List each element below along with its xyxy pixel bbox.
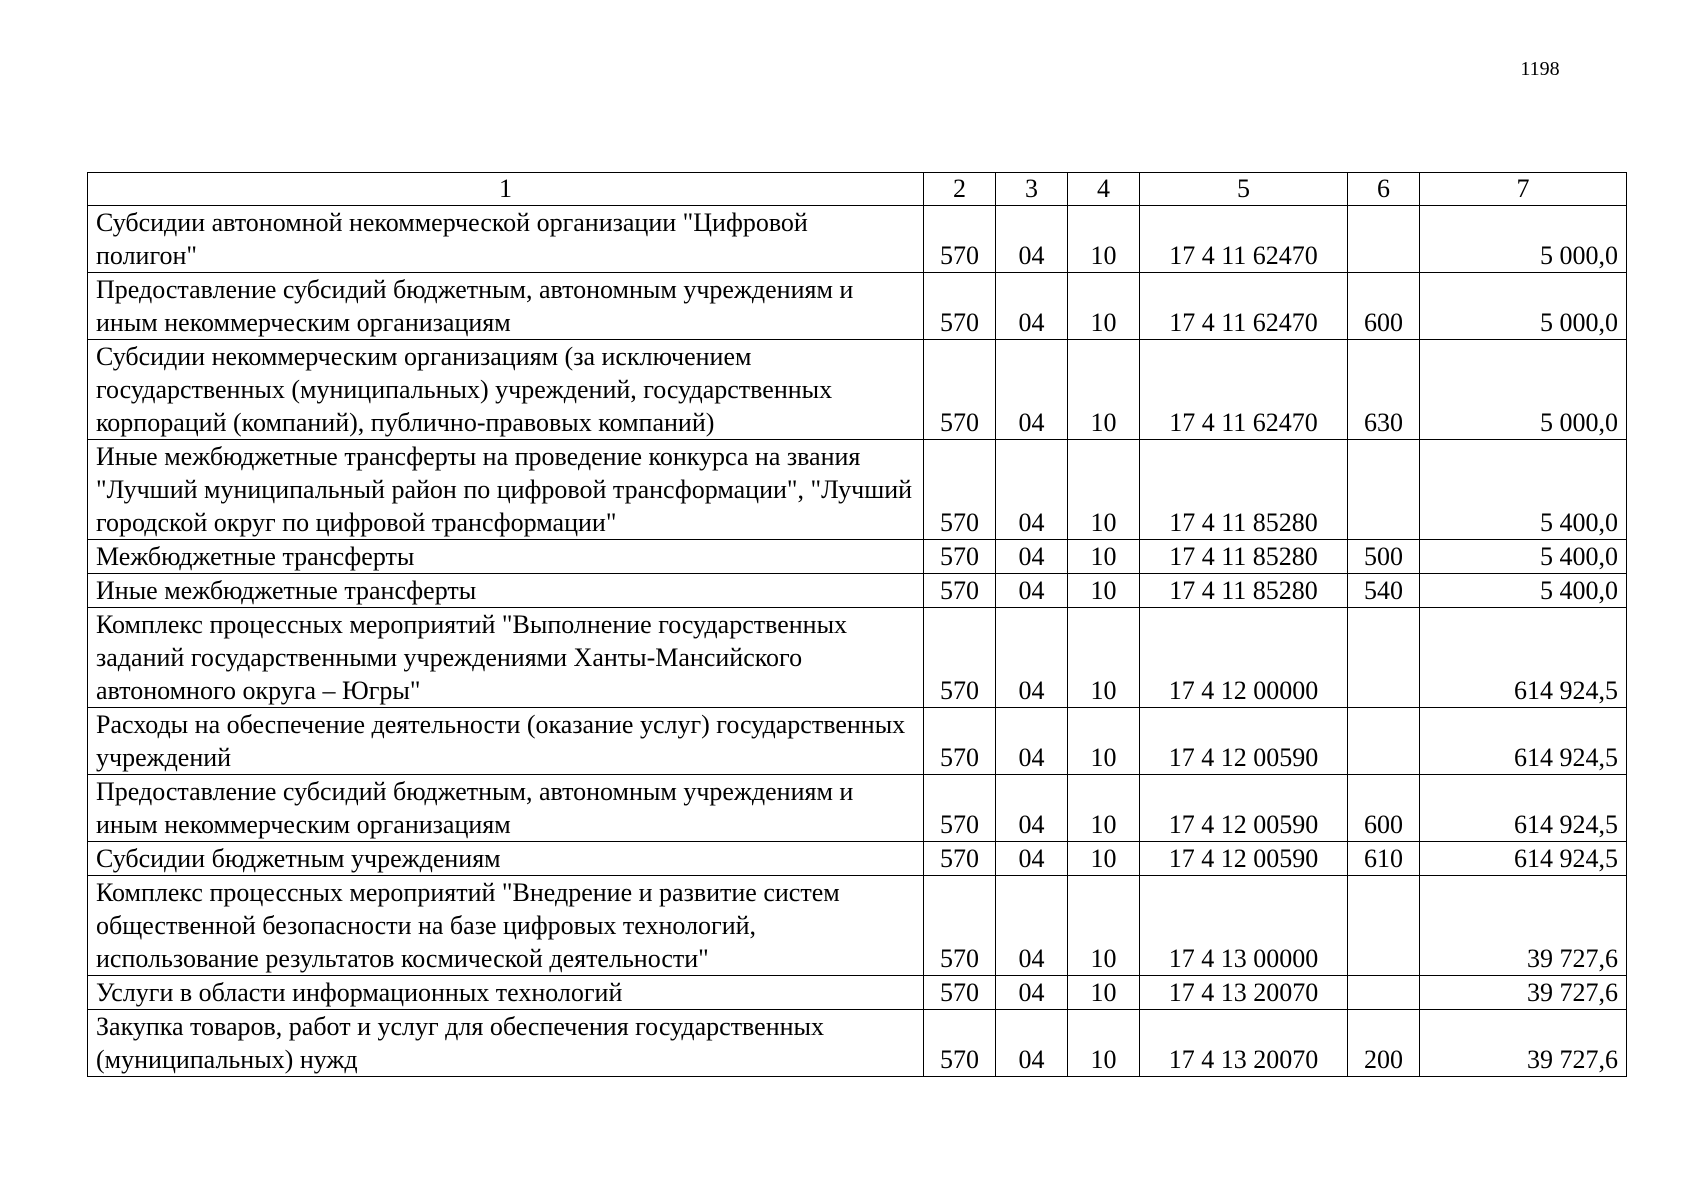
table-row bbox=[88, 775, 1627, 842]
expense-name: Иные межбюджетные трансферты на проведение конкурса на звания "Лучший муниципальный район по цифровой трансформации", "Лучший городской округ по цифровой трансформации" bbox=[88, 440, 924, 540]
vr-code bbox=[1348, 206, 1420, 273]
csr-code: 17 4 11 85280 bbox=[1140, 440, 1348, 540]
gr-code: 570 bbox=[924, 1010, 996, 1077]
expense-name: Предоставление субсидий бюджетным, автономным учреждениям и иным некоммерческим организациям bbox=[88, 273, 924, 340]
header-cell: 7 bbox=[1420, 173, 1627, 206]
header-row bbox=[88, 173, 1627, 206]
pr-code: 10 bbox=[1068, 273, 1140, 340]
expense-name: Предоставление субсидий бюджетным, автономным учреждениям и иным некоммерческим организациям bbox=[88, 775, 924, 842]
expense-name: Расходы на обеспечение деятельности (оказание услуг) государственных учреждений bbox=[88, 708, 924, 775]
rz-code: 04 bbox=[996, 273, 1068, 340]
vr-code: 630 bbox=[1348, 340, 1420, 440]
amount: 5 000,0 bbox=[1420, 273, 1627, 340]
pr-code: 10 bbox=[1068, 775, 1140, 842]
pr-code: 10 bbox=[1068, 540, 1140, 574]
rz-code: 04 bbox=[996, 1010, 1068, 1077]
expense-name: Закупка товаров, работ и услуг для обеспечения государственных (муниципальных) нужд bbox=[88, 1010, 924, 1077]
amount: 614 924,5 bbox=[1420, 842, 1627, 876]
vr-code bbox=[1348, 976, 1420, 1010]
csr-code: 17 4 11 85280 bbox=[1140, 540, 1348, 574]
csr-code: 17 4 13 20070 bbox=[1140, 976, 1348, 1010]
expense-name: Услуги в области информационных технологий bbox=[88, 976, 924, 1010]
gr-code: 570 bbox=[924, 574, 996, 608]
csr-code: 17 4 12 00590 bbox=[1140, 708, 1348, 775]
table-row bbox=[88, 1010, 1627, 1077]
pr-code: 10 bbox=[1068, 608, 1140, 708]
rz-code: 04 bbox=[996, 708, 1068, 775]
table-row bbox=[88, 876, 1627, 976]
gr-code: 570 bbox=[924, 273, 996, 340]
csr-code: 17 4 12 00590 bbox=[1140, 775, 1348, 842]
vr-code bbox=[1348, 608, 1420, 708]
pr-code: 10 bbox=[1068, 876, 1140, 976]
vr-code: 540 bbox=[1348, 574, 1420, 608]
page-number: 1198 bbox=[1520, 58, 1560, 80]
csr-code: 17 4 13 00000 bbox=[1140, 876, 1348, 976]
csr-code: 17 4 11 85280 bbox=[1140, 574, 1348, 608]
amount: 5 400,0 bbox=[1420, 440, 1627, 540]
gr-code: 570 bbox=[924, 876, 996, 976]
amount: 614 924,5 bbox=[1420, 775, 1627, 842]
pr-code: 10 bbox=[1068, 1010, 1140, 1077]
pr-code: 10 bbox=[1068, 206, 1140, 273]
gr-code: 570 bbox=[924, 440, 996, 540]
pr-code: 10 bbox=[1068, 976, 1140, 1010]
expense-name: Субсидии автономной некоммерческой организации "Цифровой полигон" bbox=[88, 206, 924, 273]
header-cell: 2 bbox=[924, 173, 996, 206]
csr-code: 17 4 11 62470 bbox=[1140, 273, 1348, 340]
table-row bbox=[88, 206, 1627, 273]
amount: 39 727,6 bbox=[1420, 976, 1627, 1010]
budget-table bbox=[87, 172, 1627, 1077]
vr-code bbox=[1348, 876, 1420, 976]
vr-code bbox=[1348, 708, 1420, 775]
expense-name: Субсидии бюджетным учреждениям bbox=[88, 842, 924, 876]
header-cell: 5 bbox=[1140, 173, 1348, 206]
header-cell: 3 bbox=[996, 173, 1068, 206]
pr-code: 10 bbox=[1068, 708, 1140, 775]
rz-code: 04 bbox=[996, 976, 1068, 1010]
expense-name: Межбюджетные трансферты bbox=[88, 540, 924, 574]
gr-code: 570 bbox=[924, 206, 996, 273]
vr-code: 500 bbox=[1348, 540, 1420, 574]
table-row bbox=[88, 708, 1627, 775]
rz-code: 04 bbox=[996, 440, 1068, 540]
amount: 5 400,0 bbox=[1420, 540, 1627, 574]
vr-code: 600 bbox=[1348, 273, 1420, 340]
rz-code: 04 bbox=[996, 775, 1068, 842]
table-row bbox=[88, 273, 1627, 340]
gr-code: 570 bbox=[924, 608, 996, 708]
amount: 614 924,5 bbox=[1420, 708, 1627, 775]
table-row bbox=[88, 842, 1627, 876]
rz-code: 04 bbox=[996, 540, 1068, 574]
header-cell: 4 bbox=[1068, 173, 1140, 206]
pr-code: 10 bbox=[1068, 842, 1140, 876]
csr-code: 17 4 13 20070 bbox=[1140, 1010, 1348, 1077]
amount: 5 400,0 bbox=[1420, 574, 1627, 608]
gr-code: 570 bbox=[924, 775, 996, 842]
amount: 5 000,0 bbox=[1420, 206, 1627, 273]
vr-code: 610 bbox=[1348, 842, 1420, 876]
rz-code: 04 bbox=[996, 574, 1068, 608]
header-cell: 6 bbox=[1348, 173, 1420, 206]
vr-code bbox=[1348, 440, 1420, 540]
pr-code: 10 bbox=[1068, 440, 1140, 540]
vr-code: 600 bbox=[1348, 775, 1420, 842]
table-row bbox=[88, 340, 1627, 440]
expense-name: Комплекс процессных мероприятий "Выполнение государственных заданий государственными учреждениями Ханты-Мансийского автономного округа – Югры" bbox=[88, 608, 924, 708]
amount: 39 727,6 bbox=[1420, 876, 1627, 976]
table-row bbox=[88, 440, 1627, 540]
table-row bbox=[88, 608, 1627, 708]
amount: 39 727,6 bbox=[1420, 1010, 1627, 1077]
pr-code: 10 bbox=[1068, 574, 1140, 608]
gr-code: 570 bbox=[924, 976, 996, 1010]
csr-code: 17 4 11 62470 bbox=[1140, 340, 1348, 440]
csr-code: 17 4 12 00590 bbox=[1140, 842, 1348, 876]
amount: 614 924,5 bbox=[1420, 608, 1627, 708]
rz-code: 04 bbox=[996, 608, 1068, 708]
rz-code: 04 bbox=[996, 340, 1068, 440]
header-cell: 1 bbox=[88, 173, 924, 206]
pr-code: 10 bbox=[1068, 340, 1140, 440]
gr-code: 570 bbox=[924, 540, 996, 574]
gr-code: 570 bbox=[924, 340, 996, 440]
expense-name: Субсидии некоммерческим организациям (за исключением государственных (муниципальных) учреждений, государственных корпораций (компаний), публично-правовых компаний) bbox=[88, 340, 924, 440]
table-row bbox=[88, 540, 1627, 574]
table-row bbox=[88, 976, 1627, 1010]
table-row bbox=[88, 574, 1627, 608]
amount: 5 000,0 bbox=[1420, 340, 1627, 440]
rz-code: 04 bbox=[996, 842, 1068, 876]
rz-code: 04 bbox=[996, 876, 1068, 976]
expense-name: Комплекс процессных мероприятий "Внедрение и развитие систем общественной безопасности на базе цифровых технологий, использование результатов космической деятельности" bbox=[88, 876, 924, 976]
csr-code: 17 4 11 62470 bbox=[1140, 206, 1348, 273]
rz-code: 04 bbox=[996, 206, 1068, 273]
csr-code: 17 4 12 00000 bbox=[1140, 608, 1348, 708]
expense-name: Иные межбюджетные трансферты bbox=[88, 574, 924, 608]
gr-code: 570 bbox=[924, 708, 996, 775]
vr-code: 200 bbox=[1348, 1010, 1420, 1077]
gr-code: 570 bbox=[924, 842, 996, 876]
